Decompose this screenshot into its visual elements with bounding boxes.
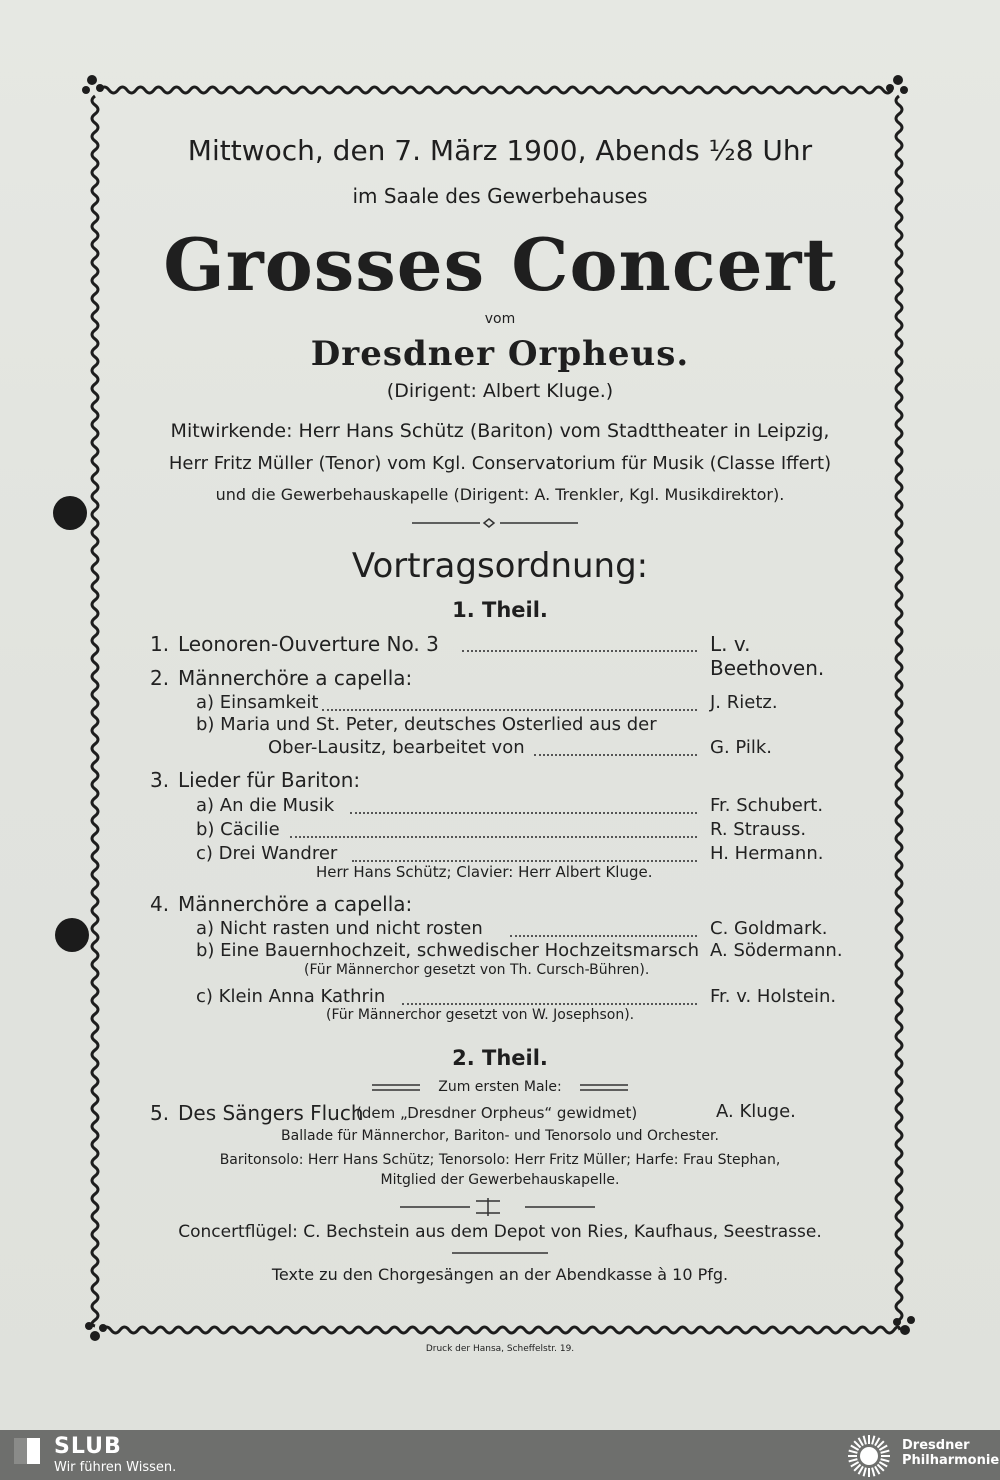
- philharmonie-logo-icon[interactable]: [845, 1432, 893, 1480]
- leader-dots: [402, 1003, 697, 1005]
- item-5-description: Ballade für Männerchor, Bariton- und Tenorsolo und Orchester.: [281, 1128, 719, 1144]
- item-5-soloists: Baritonsolo: Herr Hans Schütz; Tenorsolo: Herr Fritz Müller; Harfe: Frau Stephan,: [219, 1152, 781, 1168]
- program-item-2b-cont: [150, 737, 850, 763]
- item-title: a) Einsamkeit: [196, 692, 319, 713]
- item-composer: L. v. Beethoven.: [710, 632, 825, 680]
- sunburst-ray: [859, 1438, 864, 1446]
- item-title: Lieder für Bariton:: [178, 768, 361, 792]
- sunburst-ray: [881, 1459, 890, 1461]
- item-title: Leonoren-Ouverture No. 3: [178, 632, 439, 656]
- sunburst-ray: [877, 1464, 883, 1470]
- item-number: 5.: [150, 1101, 170, 1125]
- punch-hole-lower: [55, 918, 89, 952]
- item-composer: Fr. v. Holstein.: [710, 986, 837, 1007]
- divider-ornament-bottom: [400, 1198, 595, 1216]
- item-composer: R. Strauss.: [710, 819, 807, 840]
- item-composer: H. Hermann.: [710, 843, 824, 864]
- border-bottom: [102, 1327, 900, 1333]
- leader-dots: [350, 812, 697, 814]
- item-3-note: Herr Hans Schütz; Clavier: Herr Albert Kluge.: [316, 863, 653, 881]
- performers-line-3: und die Gewerbehauskapelle (Dirigent: A. Trenkler, Kgl. Musikdirektor).: [215, 485, 785, 504]
- printer-imprint: Druck der Hansa, Scheffelstr. 19.: [425, 1344, 575, 1354]
- divider-ornament-top: [412, 519, 578, 527]
- ensemble-name: Dresdner Orpheus.: [310, 334, 690, 374]
- program-heading: Vortragsordnung:: [351, 546, 649, 586]
- performers-line-2: Herr Fritz Müller (Tenor) vom Kgl. Conservatorium für Musik (Classe Iffert): [168, 453, 832, 474]
- philharmonie-line-2: Philharmonie: [902, 1453, 1000, 1468]
- corner-ornament-br: [893, 1316, 915, 1335]
- leader-dots: [322, 709, 697, 711]
- concert-title: Grosses Concert: [163, 222, 837, 307]
- corner-ornament-bl: [85, 1322, 107, 1341]
- corner-ornament-tl: [82, 75, 104, 94]
- sunburst-ray: [854, 1441, 860, 1447]
- footer-bar: [0, 1430, 1000, 1480]
- slub-logo-icon[interactable]: [0, 1430, 50, 1480]
- venue-line: im Saale des Gewerbehauses: [352, 184, 648, 208]
- program-item-3a: [150, 795, 850, 821]
- item-5-soloists-cont: Mitglied der Gewerbehauskapelle.: [380, 1172, 620, 1188]
- sunburst-ray: [849, 1451, 858, 1453]
- sunburst-ray: [849, 1459, 858, 1461]
- item-composer: A. Kluge.: [716, 1101, 796, 1122]
- performers-line-1: Mitwirkende: Herr Hans Schütz (Bariton) vom Stadttheater in Leipzig,: [170, 420, 830, 442]
- program-item-3b: [150, 819, 850, 845]
- date-line: Mittwoch, den 7. März 1900, Abends ½8 Uhr: [187, 134, 813, 167]
- philharmonie-line-1: Dresdner: [902, 1438, 970, 1453]
- leader-dots: [352, 860, 697, 862]
- leader-dots: [510, 935, 697, 937]
- item-dedication: (dem „Dresdner Orpheus“ gewidmet): [356, 1104, 638, 1122]
- sunburst-ray: [872, 1468, 874, 1477]
- item-title: Männerchöre a capella:: [178, 892, 413, 916]
- program-item-5: [150, 1101, 850, 1127]
- item-composer: G. Pilk.: [710, 737, 772, 758]
- item-composer: A. Södermann.: [710, 940, 843, 961]
- sunburst-ray: [881, 1451, 890, 1453]
- item-4c-note: (Für Männerchor gesetzt von W. Josephson).: [326, 1007, 635, 1023]
- item-title: c) Drei Wandrer: [196, 843, 338, 864]
- slub-tagline: Wir führen Wissen.: [54, 1460, 177, 1475]
- leader-dots: [290, 836, 697, 838]
- item-title: c) Klein Anna Kathrin: [196, 986, 386, 1007]
- sunburst-ray: [854, 1464, 860, 1470]
- item-4b-note: (Für Männerchor gesetzt von Th. Cursch-Bühren).: [304, 962, 650, 978]
- item-title: b) Cäcilie: [196, 819, 280, 840]
- sunburst-ray: [864, 1436, 866, 1445]
- vom-line: vom: [484, 311, 516, 327]
- item-composer: J. Rietz.: [710, 692, 778, 713]
- corner-ornament-tr: [886, 75, 908, 94]
- sunburst-ray: [872, 1436, 874, 1445]
- item-title: Männerchöre a capella:: [178, 666, 413, 690]
- item-title: b) Maria und St. Peter, deutsches Osterlied aus der: [196, 714, 657, 735]
- sunburst-ray: [879, 1462, 887, 1467]
- sunburst-ray: [859, 1466, 864, 1474]
- program-item-3: [150, 768, 850, 794]
- part-1-heading: 1. Theil.: [452, 598, 548, 622]
- sunburst-ray: [875, 1438, 880, 1446]
- item-composer: Fr. Schubert.: [710, 795, 824, 816]
- first-time-label: Zum ersten Male:: [438, 1079, 562, 1095]
- item-title: a) An die Musik: [196, 795, 335, 816]
- sunburst-ray: [864, 1468, 866, 1477]
- item-title: Des Sängers Fluch: [178, 1101, 364, 1125]
- item-title: b) Eine Bauernhochzeit, schwedischer Hochzeitsmarsch: [196, 940, 700, 961]
- program-item-2: [150, 666, 850, 692]
- item-number: 4.: [150, 892, 170, 916]
- item-number: 1.: [150, 632, 170, 656]
- border-top: [100, 87, 892, 93]
- item-title: a) Nicht rasten und nicht rosten: [196, 918, 483, 939]
- program-item-4: [150, 892, 850, 918]
- sunburst-ray: [851, 1446, 859, 1451]
- slub-name[interactable]: SLUB: [54, 1434, 122, 1459]
- piano-note: Concertflügel: C. Bechstein aus dem Depot von Ries, Kaufhaus, Seestrasse.: [178, 1222, 822, 1242]
- conductor-line: (Dirigent: Albert Kluge.): [386, 380, 614, 402]
- item-number: 3.: [150, 768, 170, 792]
- sunburst-ray: [877, 1441, 883, 1447]
- sunburst-ray: [875, 1466, 880, 1474]
- part-2-heading: 2. Theil.: [452, 1046, 548, 1070]
- sunburst-ray: [851, 1462, 859, 1467]
- sunburst-ray: [879, 1446, 887, 1451]
- item-composer: C. Goldmark.: [710, 918, 828, 939]
- item-number: 2.: [150, 666, 170, 690]
- leader-dots: [462, 650, 697, 652]
- texts-note: Texte zu den Chorgesängen an der Abendkasse à 10 Pfg.: [271, 1265, 729, 1284]
- item-title: Ober-Lausitz, bearbeitet von: [268, 737, 525, 758]
- leader-dots: [534, 754, 697, 756]
- philharmonie-name[interactable]: [902, 1438, 999, 1468]
